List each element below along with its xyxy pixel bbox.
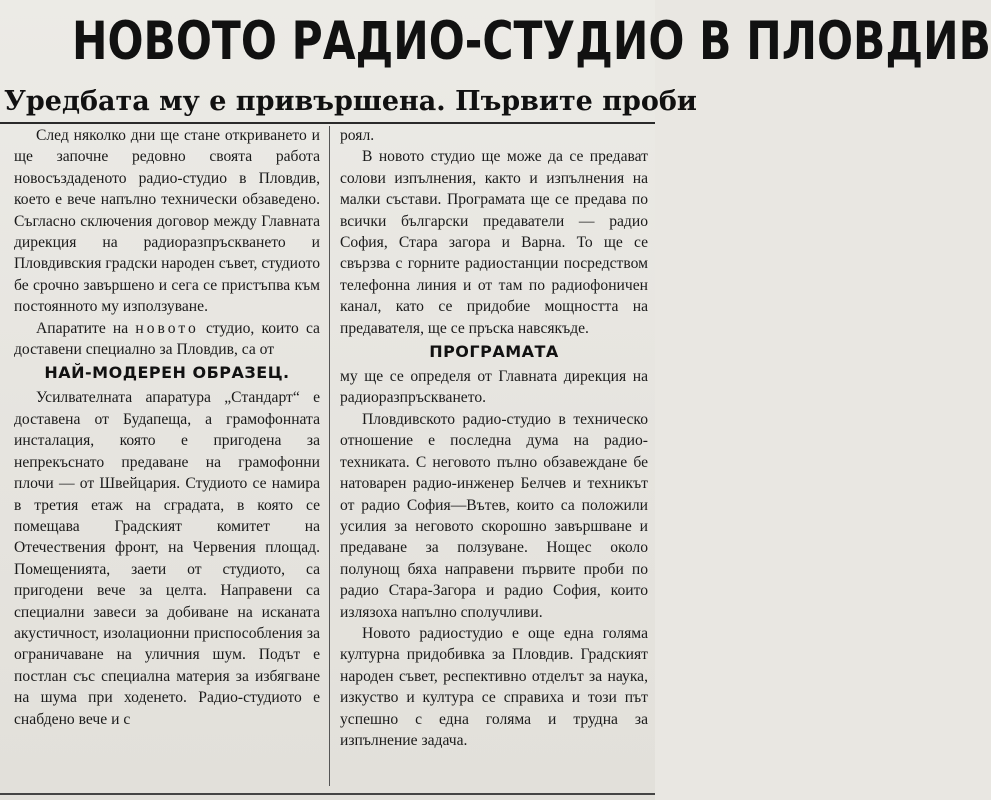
bottom-rule (0, 793, 655, 795)
right-column (340, 125, 648, 751)
right-paragraph-3: Пловдивското радио-студио в техническо отношение е последна дума на радио-техниката. С неговото пълно обзавеждане бе натоварен радио-инженер Белчев и техникът от радио София—Вътев, които са положили усилия за неговото скорошно завършване и предаване за ползуване. Нощес около полунощ бяха направени първите проби по радио Стара-Загора и радио София, които излязоха напълно сполучливи. (340, 410, 648, 621)
section-heading-modern: НАЙ-МОДЕРЕН ОБРАЗЕЦ. (44, 363, 290, 383)
left-paragraph-3: Усилвателната апаратура „Стандарт“ е доставена от Будапеща, а грамофонната инсталация, която е пригодена за непрекъснато предаване на грамофонни плочи — от Швейцария. Студиото се намира в третия етаж на сградата, в която се помещава Градският комитет на Отечествения фронт, на Червения площад. Помещенията, заети от студиото, са пригодени вече за целта. Направени са специални завеси за добиване на исканата акустичност, изолационни приспособления за ограничаване на уличния шум. Подът е постлан със специална материя за избягване на шума при ходенето. Радио-студиото е снабдено вече и с (14, 389, 320, 728)
right-paragraph-2: му ще се определя от Главната дирекция на радиоразпръскването. (340, 368, 648, 407)
left-paragraph-1: След няколко дни ще стане откриването и ще започне редовно своята работа новосъздаденото радио-студио в Пловдив, което е вече напълно технически обзаведено. Съгласно сключения договор между Главната дирекция на радиоразпръскването и Пловдивския градски народен съвет, студиото бе срочно завършено и сега се пристъпва към постоянното му използуване. (14, 127, 320, 316)
left-paragraph-2 (14, 318, 320, 361)
headline: НОВОТО РАДИО-СТУДИО В ПЛОВДИВ (72, 11, 991, 72)
subheadline: Уредбата му е привършена. Първите проби (4, 86, 697, 117)
left-paragraph-2-spaced-word: новото (135, 319, 199, 337)
right-paragraph-4: Новото радиостудио е още една голяма културна придобивка за Пловдив. Градският народен съвет, респективно отделът за наука, изкуство и култура се справиха и този път успешно с една голяма и трудна за изпълнение задача. (340, 624, 648, 749)
right-paragraph-1: В новото студио ще може да се предават солови изпълнения, както и изпълнения на малки състави. Програмата ще се предава по всички български предаватели — радио София, Стара загора и Варна. То ще се свързва с горните радиостанции посредством телефонна линия и от там по радиофоничен канал, като се придобие мощността на предавателя, ще се пръска навсякъде. (340, 148, 648, 337)
left-paragraph-2-prefix: Апаратите на (36, 319, 136, 337)
top-rule (0, 122, 655, 124)
section-heading-program: ПРОГРАМАТА (429, 342, 559, 362)
right-paragraph-0: роял. (340, 127, 375, 144)
left-paragraph-2-suffix: студио, които са доставени специално за Пловдив, са от (14, 319, 320, 359)
left-column (14, 125, 320, 730)
column-divider (329, 126, 330, 786)
